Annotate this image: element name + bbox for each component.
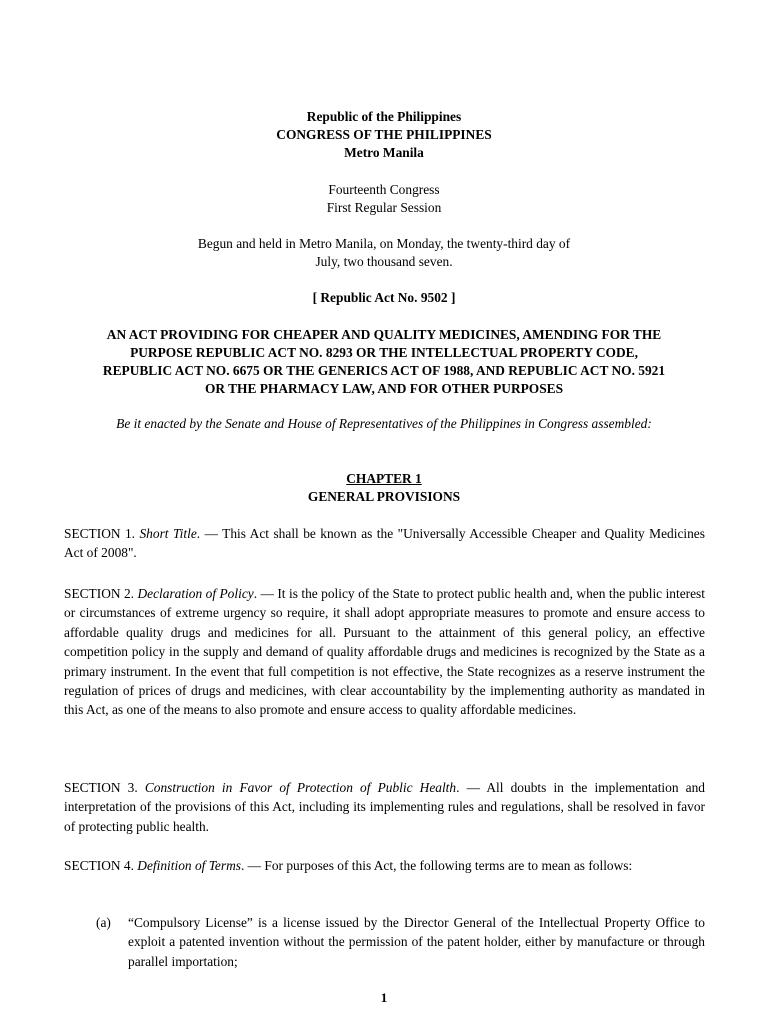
congress-number: Fourteenth Congress xyxy=(328,182,440,197)
header-city: Metro Manila xyxy=(344,145,424,160)
begun-line-1: Begun and held in Metro Manila, on Monday, the twenty-third day of xyxy=(197,236,571,251)
definition-a xyxy=(96,913,705,971)
section-heading: Construction in Favor of Protection of Public Health xyxy=(144,780,457,795)
section-text: . — For purposes of this Act, the following terms are to mean as follows: xyxy=(240,858,633,873)
section-text: . — All doubts in the implementation and interpretation of the provisions of this Act, including its implementing rules and regulations, shall be resolved in favor of protecting public health. xyxy=(64,780,705,834)
section-label: SECTION 1. xyxy=(64,526,136,541)
definition-text: “Compulsory License” is a license issued by the Director General of the Intellectual Property Office to exploit a patented invention without the permission of the patent holder, either by manufacture or through parallel importation; xyxy=(128,915,705,969)
session: First Regular Session xyxy=(326,200,442,215)
chapter-title: GENERAL PROVISIONS xyxy=(307,489,461,504)
title-line-2: PURPOSE REPUBLIC ACT NO. 8293 OR THE INTELLECTUAL PROPERTY CODE, xyxy=(130,345,638,360)
page-number: 1 xyxy=(380,990,388,1005)
enacting-clause: Be it enacted by the Senate and House of Representatives of the Philippines in Congress assembled: xyxy=(116,416,652,431)
section-label: SECTION 3. xyxy=(64,780,138,795)
section-label: SECTION 4. xyxy=(64,858,134,873)
section-3 xyxy=(64,778,705,836)
section-text: . — It is the policy of the State to protect public health and, when the public interest or circumstances of extreme urgency so require, it shall adopt appropriate measures to promote and ensure access to affordable quality drugs and medicines for all. Pursuant to the attainment of this general policy, an effective competition policy in the supply and demand of quality affordable drugs and medicines is recognized by the State as a primary instrument. In the event that full competition is not effective, the State recognizes as a reserve instrument the regulation of prices of drugs and medicines, with clear accountability by the implementing authority as mandated in this Act, as one of the means to also promote and ensure access to quality affordable medicines. xyxy=(64,586,705,718)
section-2 xyxy=(64,584,705,720)
section-heading: Definition of Terms xyxy=(137,858,241,873)
section-text: . — This Act shall be known as the "Universally Accessible Cheaper and Quality Medicines Act of 2008". xyxy=(64,526,705,561)
definition-label: (a) xyxy=(96,915,111,930)
section-label: SECTION 2. xyxy=(64,586,135,601)
header-congress: CONGRESS OF THE PHILIPPINES xyxy=(276,127,492,142)
section-heading: Short Title xyxy=(139,526,197,541)
section-1 xyxy=(64,524,705,563)
begun-line-2: July, two thousand seven. xyxy=(315,254,453,269)
act-number: [ Republic Act No. 9502 ] xyxy=(312,290,456,305)
title-line-4: OR THE PHARMACY LAW, AND FOR OTHER PURPOSES xyxy=(204,381,564,396)
section-heading: Declaration of Policy xyxy=(137,586,254,601)
header-republic: Republic of the Philippines xyxy=(306,109,462,124)
chapter-number: CHAPTER 1 xyxy=(346,471,422,486)
title-line-3: REPUBLIC ACT NO. 6675 OR THE GENERICS ACT OF 1988, AND REPUBLIC ACT NO. 5921 xyxy=(102,363,666,378)
section-4 xyxy=(64,856,705,875)
title-line-1: AN ACT PROVIDING FOR CHEAPER AND QUALITY MEDICINES, AMENDING FOR THE xyxy=(106,327,662,342)
